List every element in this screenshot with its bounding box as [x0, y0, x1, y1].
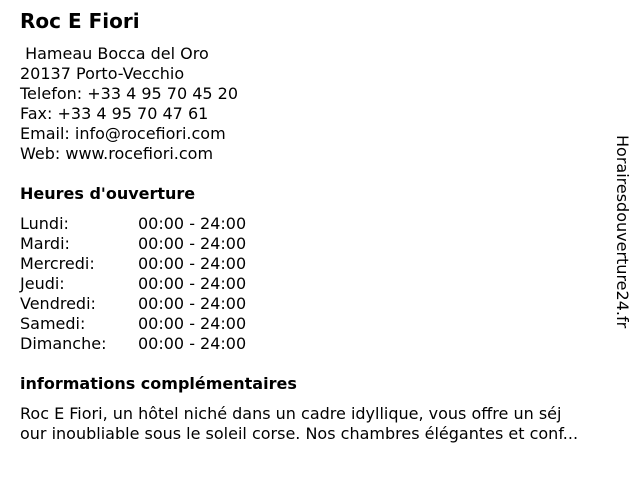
day-label: Dimanche: — [20, 334, 107, 353]
hours-row-tuesday — [20, 234, 280, 254]
hours-row-wednesday — [20, 254, 280, 274]
hours-value: 00:00 - 24:00 — [138, 254, 247, 273]
website: Web: www.rocefiori.com — [20, 144, 214, 163]
fax-number: Fax: +33 4 95 70 47 61 — [20, 104, 209, 123]
opening-hours-list — [20, 214, 280, 354]
day-label: Jeudi: — [20, 274, 65, 293]
day-label: Mardi: — [20, 234, 70, 253]
day-label: Vendredi: — [20, 294, 96, 313]
day-label: Lundi: — [20, 214, 69, 233]
hours-row-saturday — [20, 314, 280, 334]
day-label: Samedi: — [20, 314, 86, 333]
hours-row-friday — [20, 294, 280, 314]
description-line: our inoubliable sous le soleil corse. Nos chambres élégantes et conf... — [20, 424, 579, 443]
hours-value: 00:00 - 24:00 — [138, 214, 247, 233]
hours-row-monday — [20, 214, 280, 234]
address-city: 20137 Porto-Vecchio — [20, 64, 185, 83]
hours-value: 00:00 - 24:00 — [138, 314, 247, 333]
additional-info-heading: informations complémentaires — [20, 374, 297, 393]
hours-value: 00:00 - 24:00 — [138, 234, 247, 253]
business-name: Roc E Fiori — [20, 9, 140, 33]
hours-value: 00:00 - 24:00 — [138, 294, 247, 313]
hours-row-sunday — [20, 334, 280, 354]
contact-block — [20, 44, 238, 164]
hours-row-thursday — [20, 274, 280, 294]
opening-hours-heading: Heures d'ouverture — [20, 184, 196, 203]
description-line: Roc E Fiori, un hôtel niché dans un cadre idyllique, vous offre un séj — [20, 404, 562, 423]
address-street: Hameau Bocca del Oro — [20, 44, 209, 63]
email-address: Email: info@rocefiori.com — [20, 124, 226, 143]
phone-number: Telefon: +33 4 95 70 45 20 — [20, 84, 239, 103]
hours-value: 00:00 - 24:00 — [138, 334, 247, 353]
site-watermark: Horairesdouverture24.fr — [613, 135, 632, 329]
day-label: Mercredi: — [20, 254, 95, 273]
hours-value: 00:00 - 24:00 — [138, 274, 247, 293]
description-text — [20, 404, 630, 444]
